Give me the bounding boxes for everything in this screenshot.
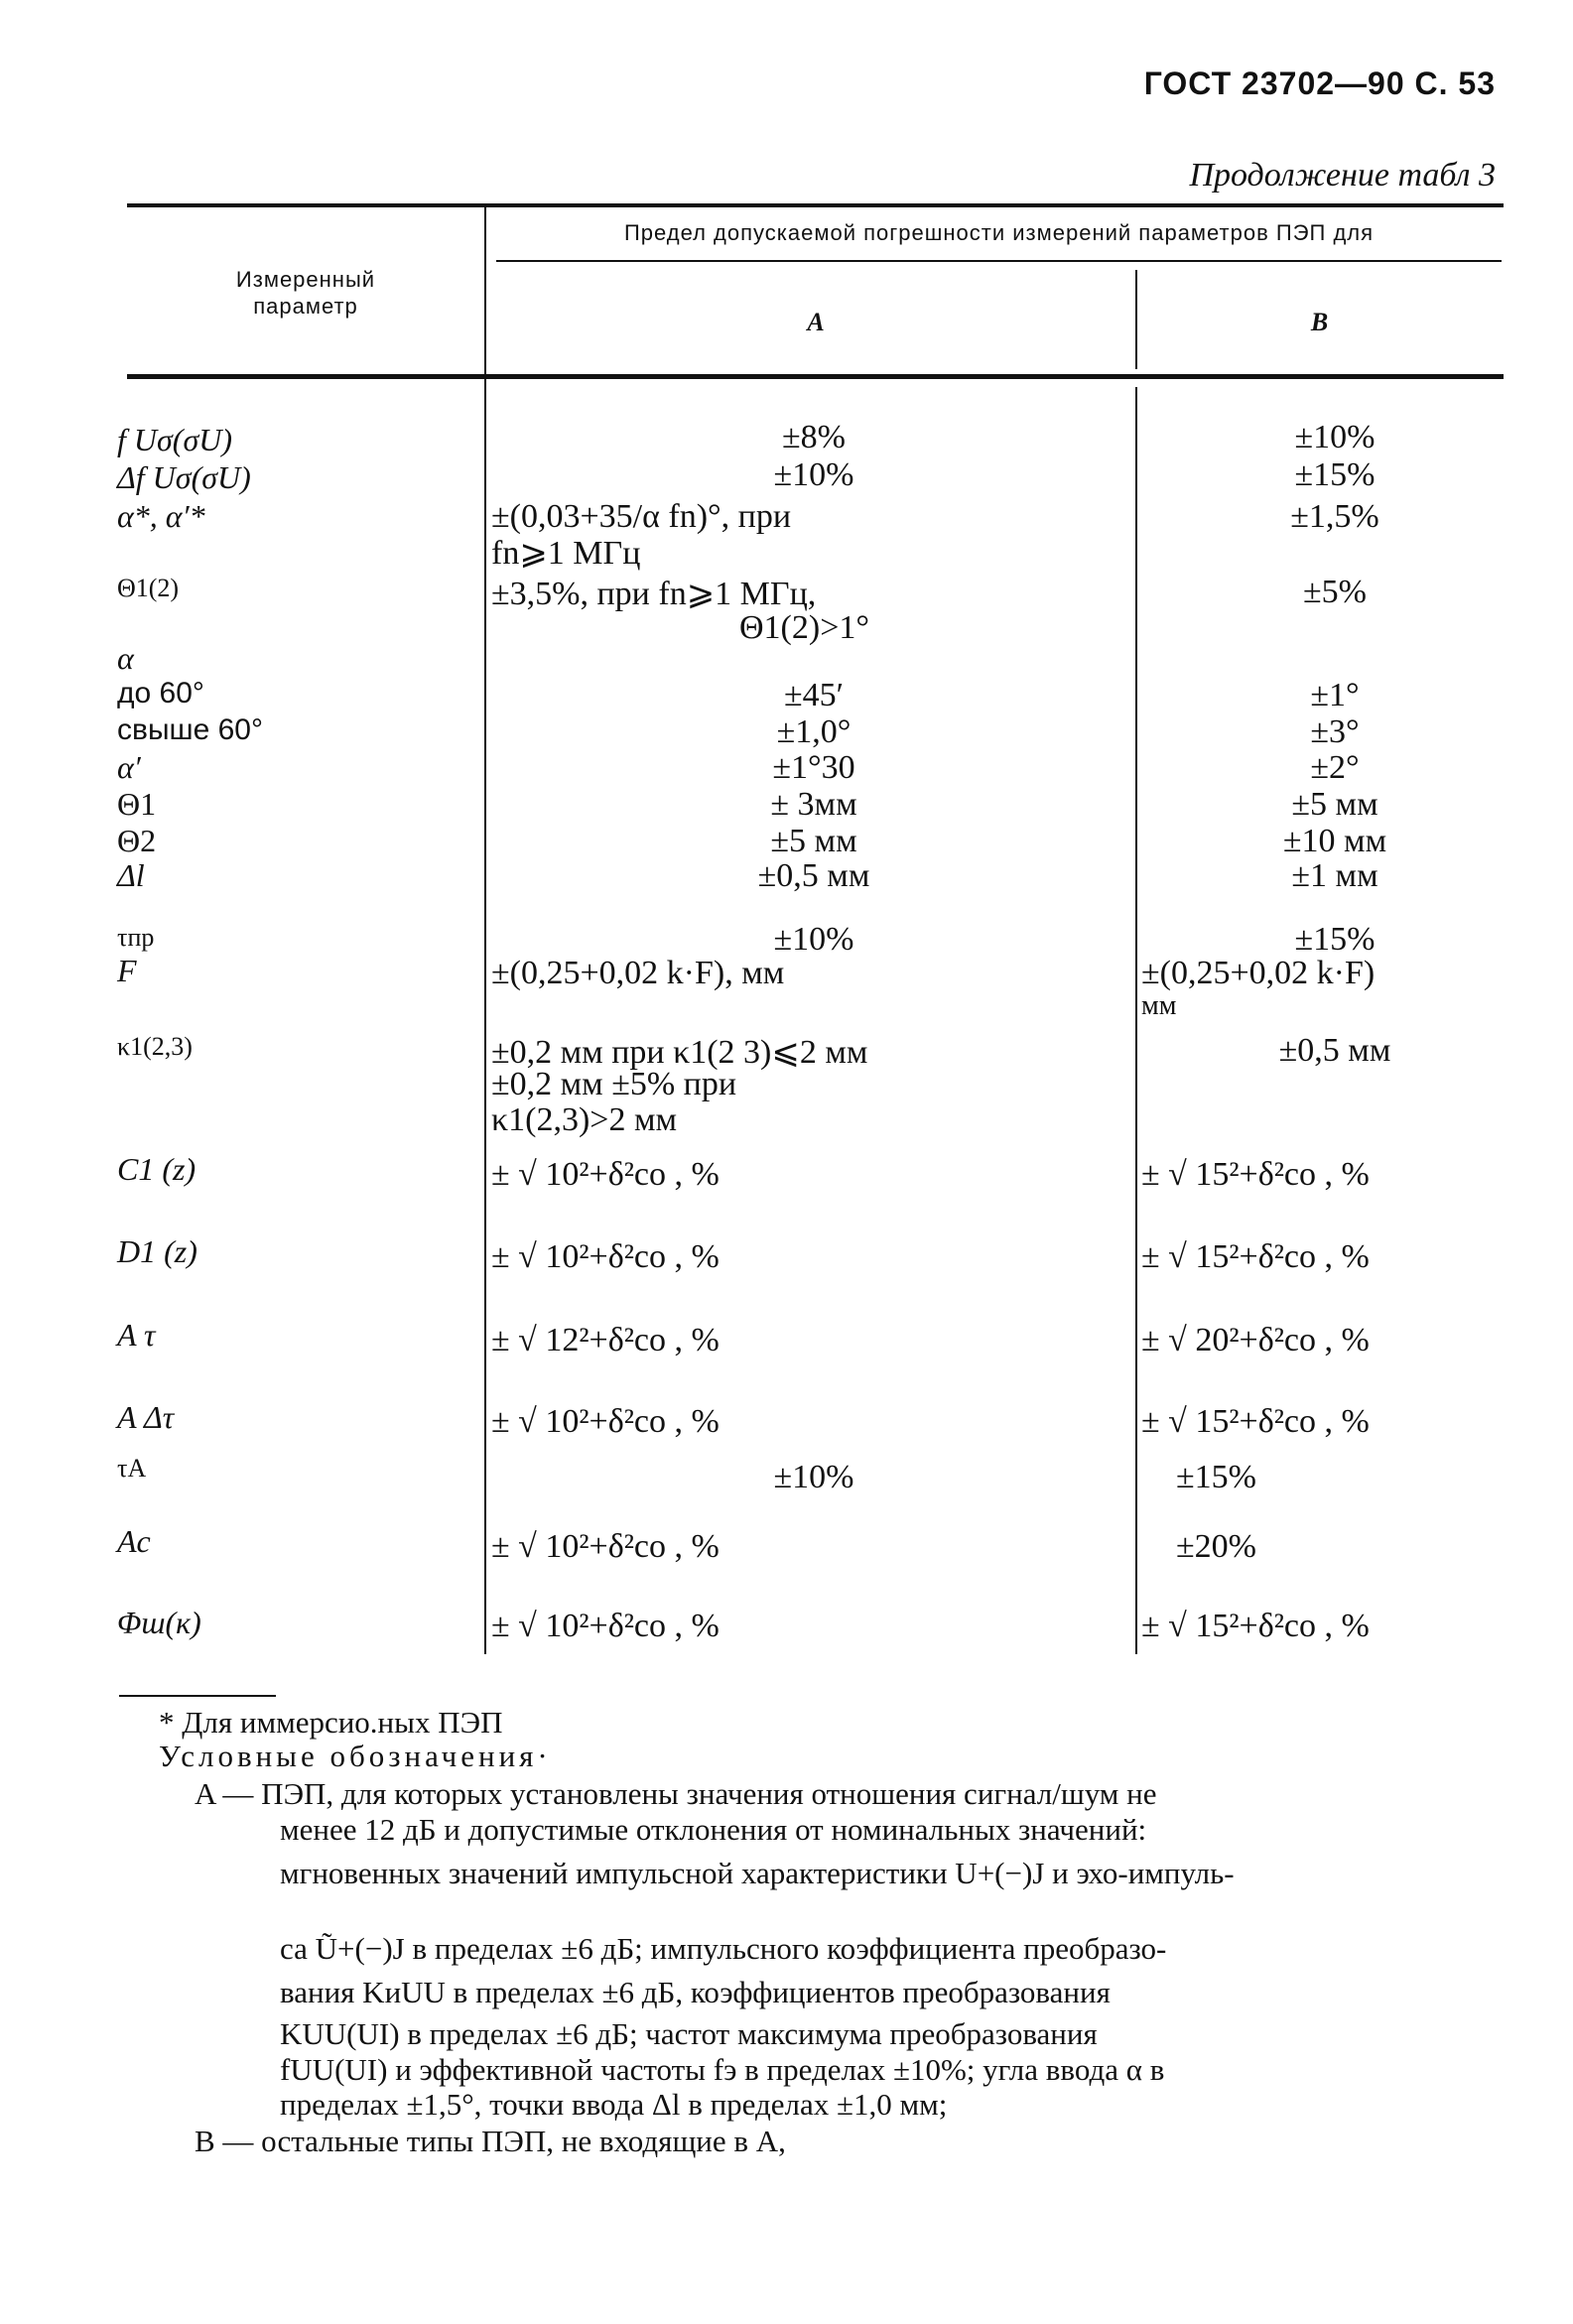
param-cell: Δl (117, 857, 145, 893)
value-b-cell: ± √ 15²+δ²co , % (1141, 1608, 1370, 1644)
param-cell: D1 (z) (117, 1233, 197, 1269)
table-header-rule (127, 374, 1504, 379)
value-b-cell: мм (1141, 990, 1177, 1021)
value-b-cell: ±2° (1310, 749, 1360, 786)
param-cell: A Δτ (117, 1399, 175, 1435)
param-cell: Θ1 (117, 786, 157, 822)
value-a-cell: ± √ 10²+δ²co , % (491, 1238, 720, 1275)
param-cell: Δf Uσ(σU) (117, 459, 251, 495)
param-cell: α′ (117, 749, 141, 785)
table-continuation-label: Продолжение табл 3 (1189, 157, 1496, 194)
legend-a-line: KUU(UI) в пределах ±6 дБ; частот максимума преобразования (280, 2016, 1098, 2051)
value-b-cell: ±15% (1294, 456, 1376, 493)
value-b-cell: ± √ 15²+δ²co , % (1141, 1403, 1370, 1440)
table-top-rule (127, 203, 1504, 207)
value-a-cell: ±10% (773, 456, 854, 493)
param-cell: τпр (117, 923, 155, 952)
value-b-cell: ±1° (1310, 677, 1360, 713)
value-a-cell: ±(0,25+0,02 k·F), мм (491, 955, 785, 991)
value-a-cell: ± 3мм (770, 786, 857, 823)
param-header-line-1: Измеренный (235, 267, 376, 292)
param-header-line-2: параметр (253, 294, 358, 319)
footnote-rule (119, 1695, 276, 1697)
param-cell: C1 (z) (117, 1151, 197, 1187)
legend-a-line: пределах ±1,5°, точки ввода Δl в пределах ±1,0 мм; (280, 2087, 948, 2122)
value-b-cell: ±5% (1303, 574, 1367, 610)
value-a-cell: ± √ 10²+δ²co , % (491, 1528, 720, 1565)
value-b-cell: ±15% (1176, 1459, 1256, 1495)
value-b-cell: ±10% (1294, 419, 1376, 455)
column-a-header: A (807, 308, 825, 336)
value-a-cell: ±1,0° (776, 713, 852, 750)
param-cell: Φш(к) (117, 1605, 201, 1640)
param-cell: Ac (117, 1523, 151, 1559)
value-a-cell: ±5 мм (770, 823, 857, 859)
value-a-cell: ±10% (773, 921, 854, 958)
page-reference: ГОСТ 23702—90 С. 53 (1143, 65, 1496, 101)
param-cell: A τ (117, 1317, 156, 1353)
param-cell: α*, α′* (117, 498, 205, 534)
param-cell: до 60° (117, 677, 204, 710)
value-b-cell: ±0,5 мм (1278, 1032, 1391, 1069)
column-b-header: B (1310, 308, 1329, 336)
value-b-cell: ±3° (1310, 713, 1360, 750)
legend-b-label: B — остальные типы ПЭП, не входящие в A, (195, 2124, 786, 2158)
value-b-cell: ±10 мм (1282, 823, 1387, 859)
legend-a-label: A — ПЭП, для которых установлены значения отношения сигнал/шум не (195, 1776, 1157, 1811)
limit-column-header: Предел допускаемой погрешности измерений параметров ПЭП для (623, 220, 1375, 245)
value-a-cell: ±(0,03+35/α fn)°, при (491, 498, 792, 535)
param-cell: f Uσ(σU) (117, 422, 232, 457)
subheader-rule (496, 260, 1502, 262)
value-b-cell: ± √ 15²+δ²co , % (1141, 1156, 1370, 1193)
legend-a-line: са Ũ+(−)J в пределах ±6 дБ; импульсного коэффициента преобразо- (280, 1931, 1167, 1966)
param-cell: κ1(2,3) (117, 1032, 193, 1061)
value-a-cell: ± √ 12²+δ²co , % (491, 1322, 720, 1358)
param-cell: α (117, 640, 134, 676)
value-a-cell: ±8% (782, 419, 846, 455)
legend-a-line: fUU(UI) и эффективной частоты fэ в пределах ±10%; угла ввода α в (280, 2052, 1165, 2087)
value-a-cell: κ1(2,3)>2 мм (491, 1101, 677, 1138)
value-b-cell: ±15% (1294, 921, 1376, 958)
param-column-header (127, 266, 484, 320)
legend-title: Условные обозначения· (159, 1739, 552, 1773)
param-cell: свыше 60° (117, 713, 263, 746)
value-b-cell: ±20% (1176, 1528, 1256, 1565)
value-a-cell: ± √ 10²+δ²co , % (491, 1156, 720, 1193)
param-cell: Θ2 (117, 823, 157, 858)
value-b-cell: ±1,5% (1290, 498, 1379, 535)
value-a-cell: ±0,2 мм при κ1(2 3)⩽2 мм (491, 1034, 868, 1071)
param-cell: F (117, 953, 137, 988)
footnote-immersion: * Для иммерсио.ных ПЭП (159, 1705, 503, 1740)
param-cell: τA (117, 1454, 147, 1483)
value-a-cell: ±0,5 мм (757, 857, 870, 894)
value-a-cell: ± √ 10²+δ²co , % (491, 1403, 720, 1440)
value-b-cell: ± √ 20²+δ²co , % (1141, 1322, 1370, 1358)
value-a-cell: ±1°30 (772, 749, 855, 786)
value-a-cell: ± √ 10²+δ²co , % (491, 1608, 720, 1644)
column-divider-param (484, 205, 486, 1654)
legend-a-line: менее 12 дБ и допустимые отклонения от номинальных значений: (280, 1812, 1147, 1847)
value-a-cell: ±3,5%, при fn⩾1 МГц, (491, 576, 817, 612)
value-a-cell: ±45′ (783, 677, 845, 713)
value-b-cell: ±1 мм (1291, 857, 1378, 894)
value-a-cell: ±0,2 мм ±5% при (491, 1066, 737, 1102)
value-a-cell: ±10% (773, 1459, 854, 1495)
value-a-cell: Θ1(2)>1° (739, 609, 869, 646)
legend-a-line: вания KиUU в пределах ±6 дБ, коэффициентов преобразования (280, 1975, 1111, 2009)
value-b-cell: ±(0,25+0,02 k·F) (1141, 955, 1376, 991)
value-a-cell: fn⩾1 МГц (491, 535, 641, 572)
param-cell: Θ1(2) (117, 574, 180, 602)
legend-a-line: мгновенных значений импульсной характеристики U+(−)J и эхо-импуль- (280, 1856, 1235, 1890)
value-b-cell: ±5 мм (1291, 786, 1378, 823)
value-b-cell: ± √ 15²+δ²co , % (1141, 1238, 1370, 1275)
